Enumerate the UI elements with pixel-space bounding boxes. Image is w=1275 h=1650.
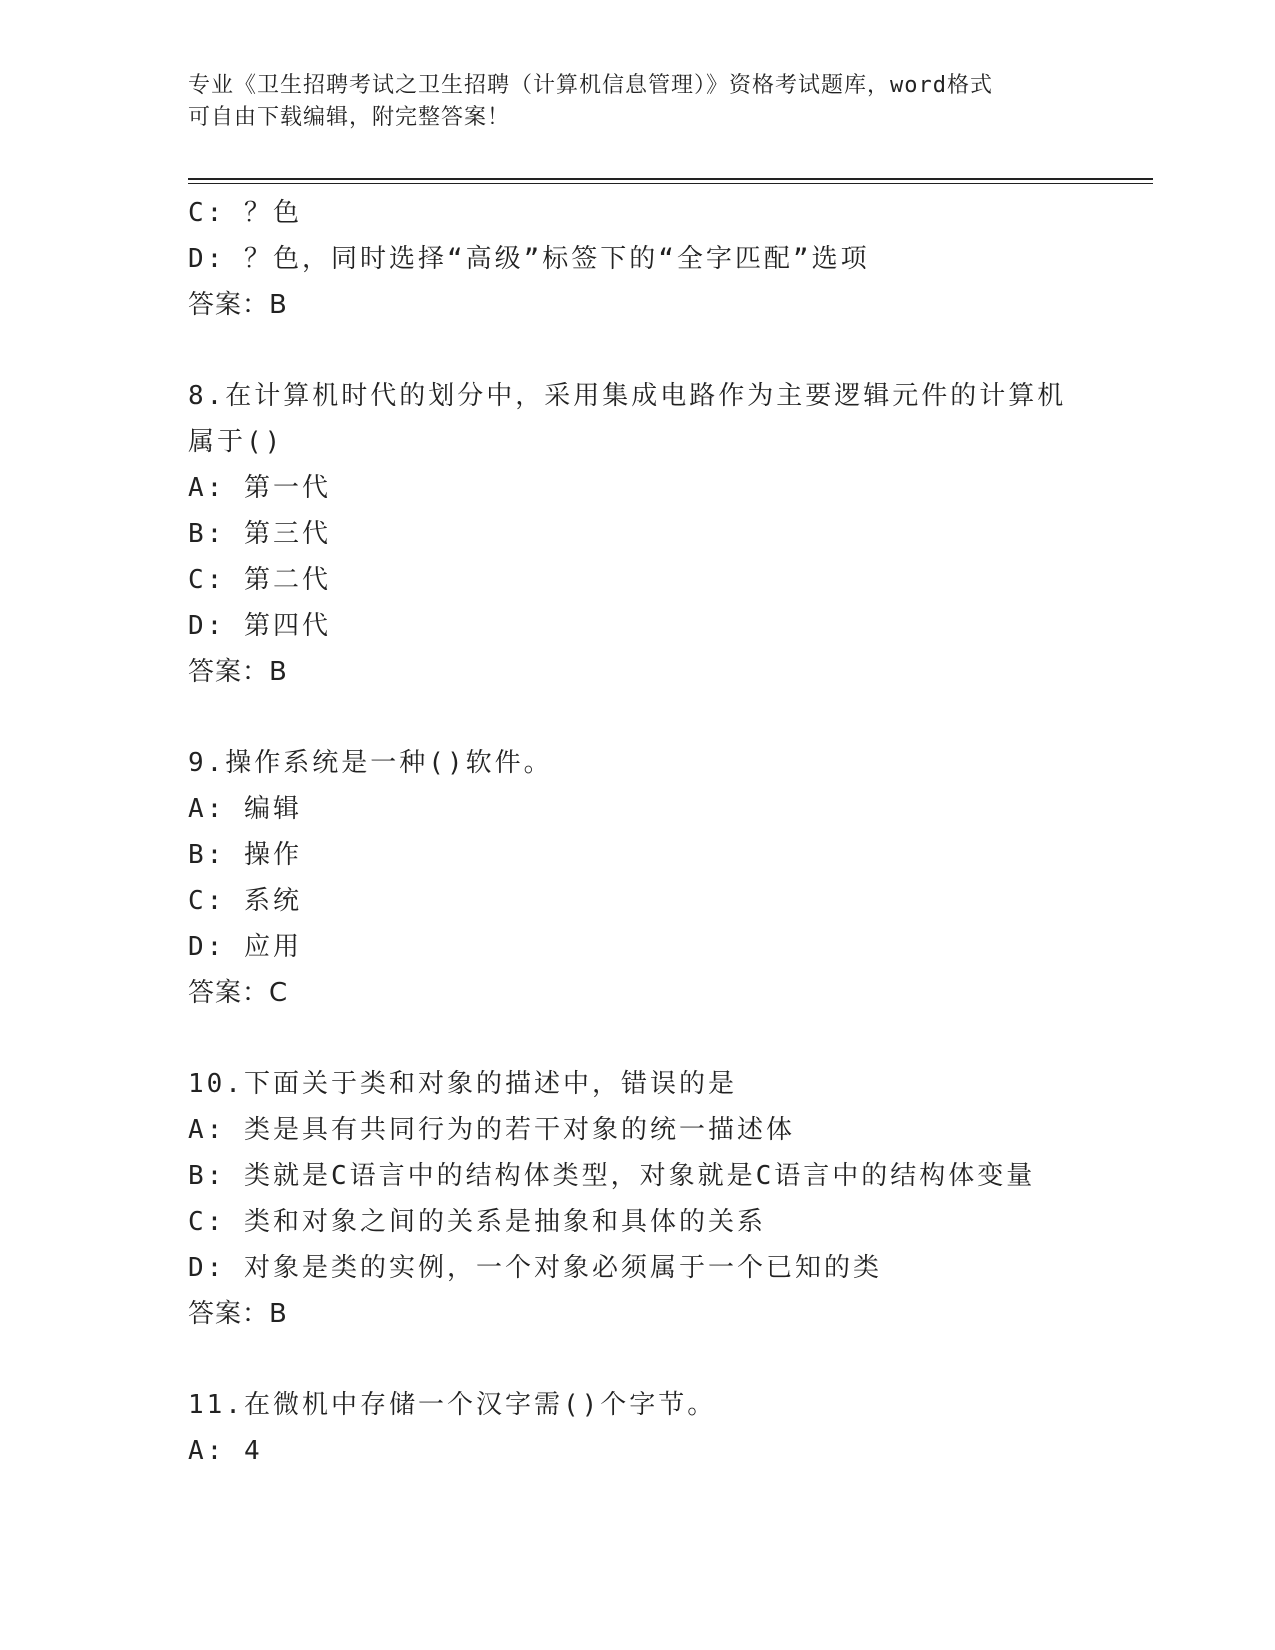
question-stem: 9.操作系统是一种()软件。 xyxy=(188,748,553,778)
option-b: B: 操作 xyxy=(188,840,302,870)
answer-line: 答案：C xyxy=(188,978,289,1008)
question-8 xyxy=(188,373,1153,695)
question-stem: 8.在计算机时代的划分中，采用集成电路作为主要逻辑元件的计算机 xyxy=(188,381,1067,411)
option-c: C: 类和对象之间的关系是抽象和具体的关系 xyxy=(188,1207,766,1237)
question-7-tail xyxy=(188,190,1153,328)
option-d: D: 应用 xyxy=(188,932,302,962)
header-line-1: 专业《卫生招聘考试之卫生招聘（计算机信息管理）》资格考试题库，word格式 xyxy=(188,73,993,98)
answer-line: 答案：B xyxy=(188,657,288,687)
option-a: A: 4 xyxy=(188,1436,263,1466)
option-d: D: 对象是类的实例，一个对象必须属于一个已知的类 xyxy=(188,1253,882,1283)
document-header xyxy=(188,70,1068,134)
header-divider-thick xyxy=(188,178,1153,180)
option-a: A: 类是具有共同行为的若干对象的统一描述体 xyxy=(188,1115,795,1145)
question-9 xyxy=(188,740,1153,1016)
option-d: D: 第四代 xyxy=(188,611,331,641)
question-10 xyxy=(188,1061,1153,1337)
option-c: C: ？色 xyxy=(188,198,302,228)
question-11 xyxy=(188,1382,1153,1474)
option-b: B: 类就是C语言中的结构体类型，对象就是C语言中的结构体变量 xyxy=(188,1161,1036,1191)
answer-line: 答案：B xyxy=(188,1299,288,1329)
answer-line: 答案：B xyxy=(188,290,288,320)
question-stem: 11.在微机中存储一个汉字需()个字节。 xyxy=(188,1390,717,1420)
header-line-2: 可自由下载编辑，附完整答案！ xyxy=(188,105,511,130)
option-a: A: 编辑 xyxy=(188,794,302,824)
header-divider-thin xyxy=(188,183,1153,184)
option-b: B: 第三代 xyxy=(188,519,331,549)
option-c: C: 第二代 xyxy=(188,565,331,595)
question-list xyxy=(188,190,1153,1474)
option-d: D: ？色，同时选择“高级”标签下的“全字匹配”选项 xyxy=(188,244,870,274)
question-stem-cont: 属于() xyxy=(188,427,284,457)
option-c: C: 系统 xyxy=(188,886,302,916)
question-stem: 10.下面关于类和对象的描述中，错误的是 xyxy=(188,1069,737,1099)
option-a: A: 第一代 xyxy=(188,473,331,503)
